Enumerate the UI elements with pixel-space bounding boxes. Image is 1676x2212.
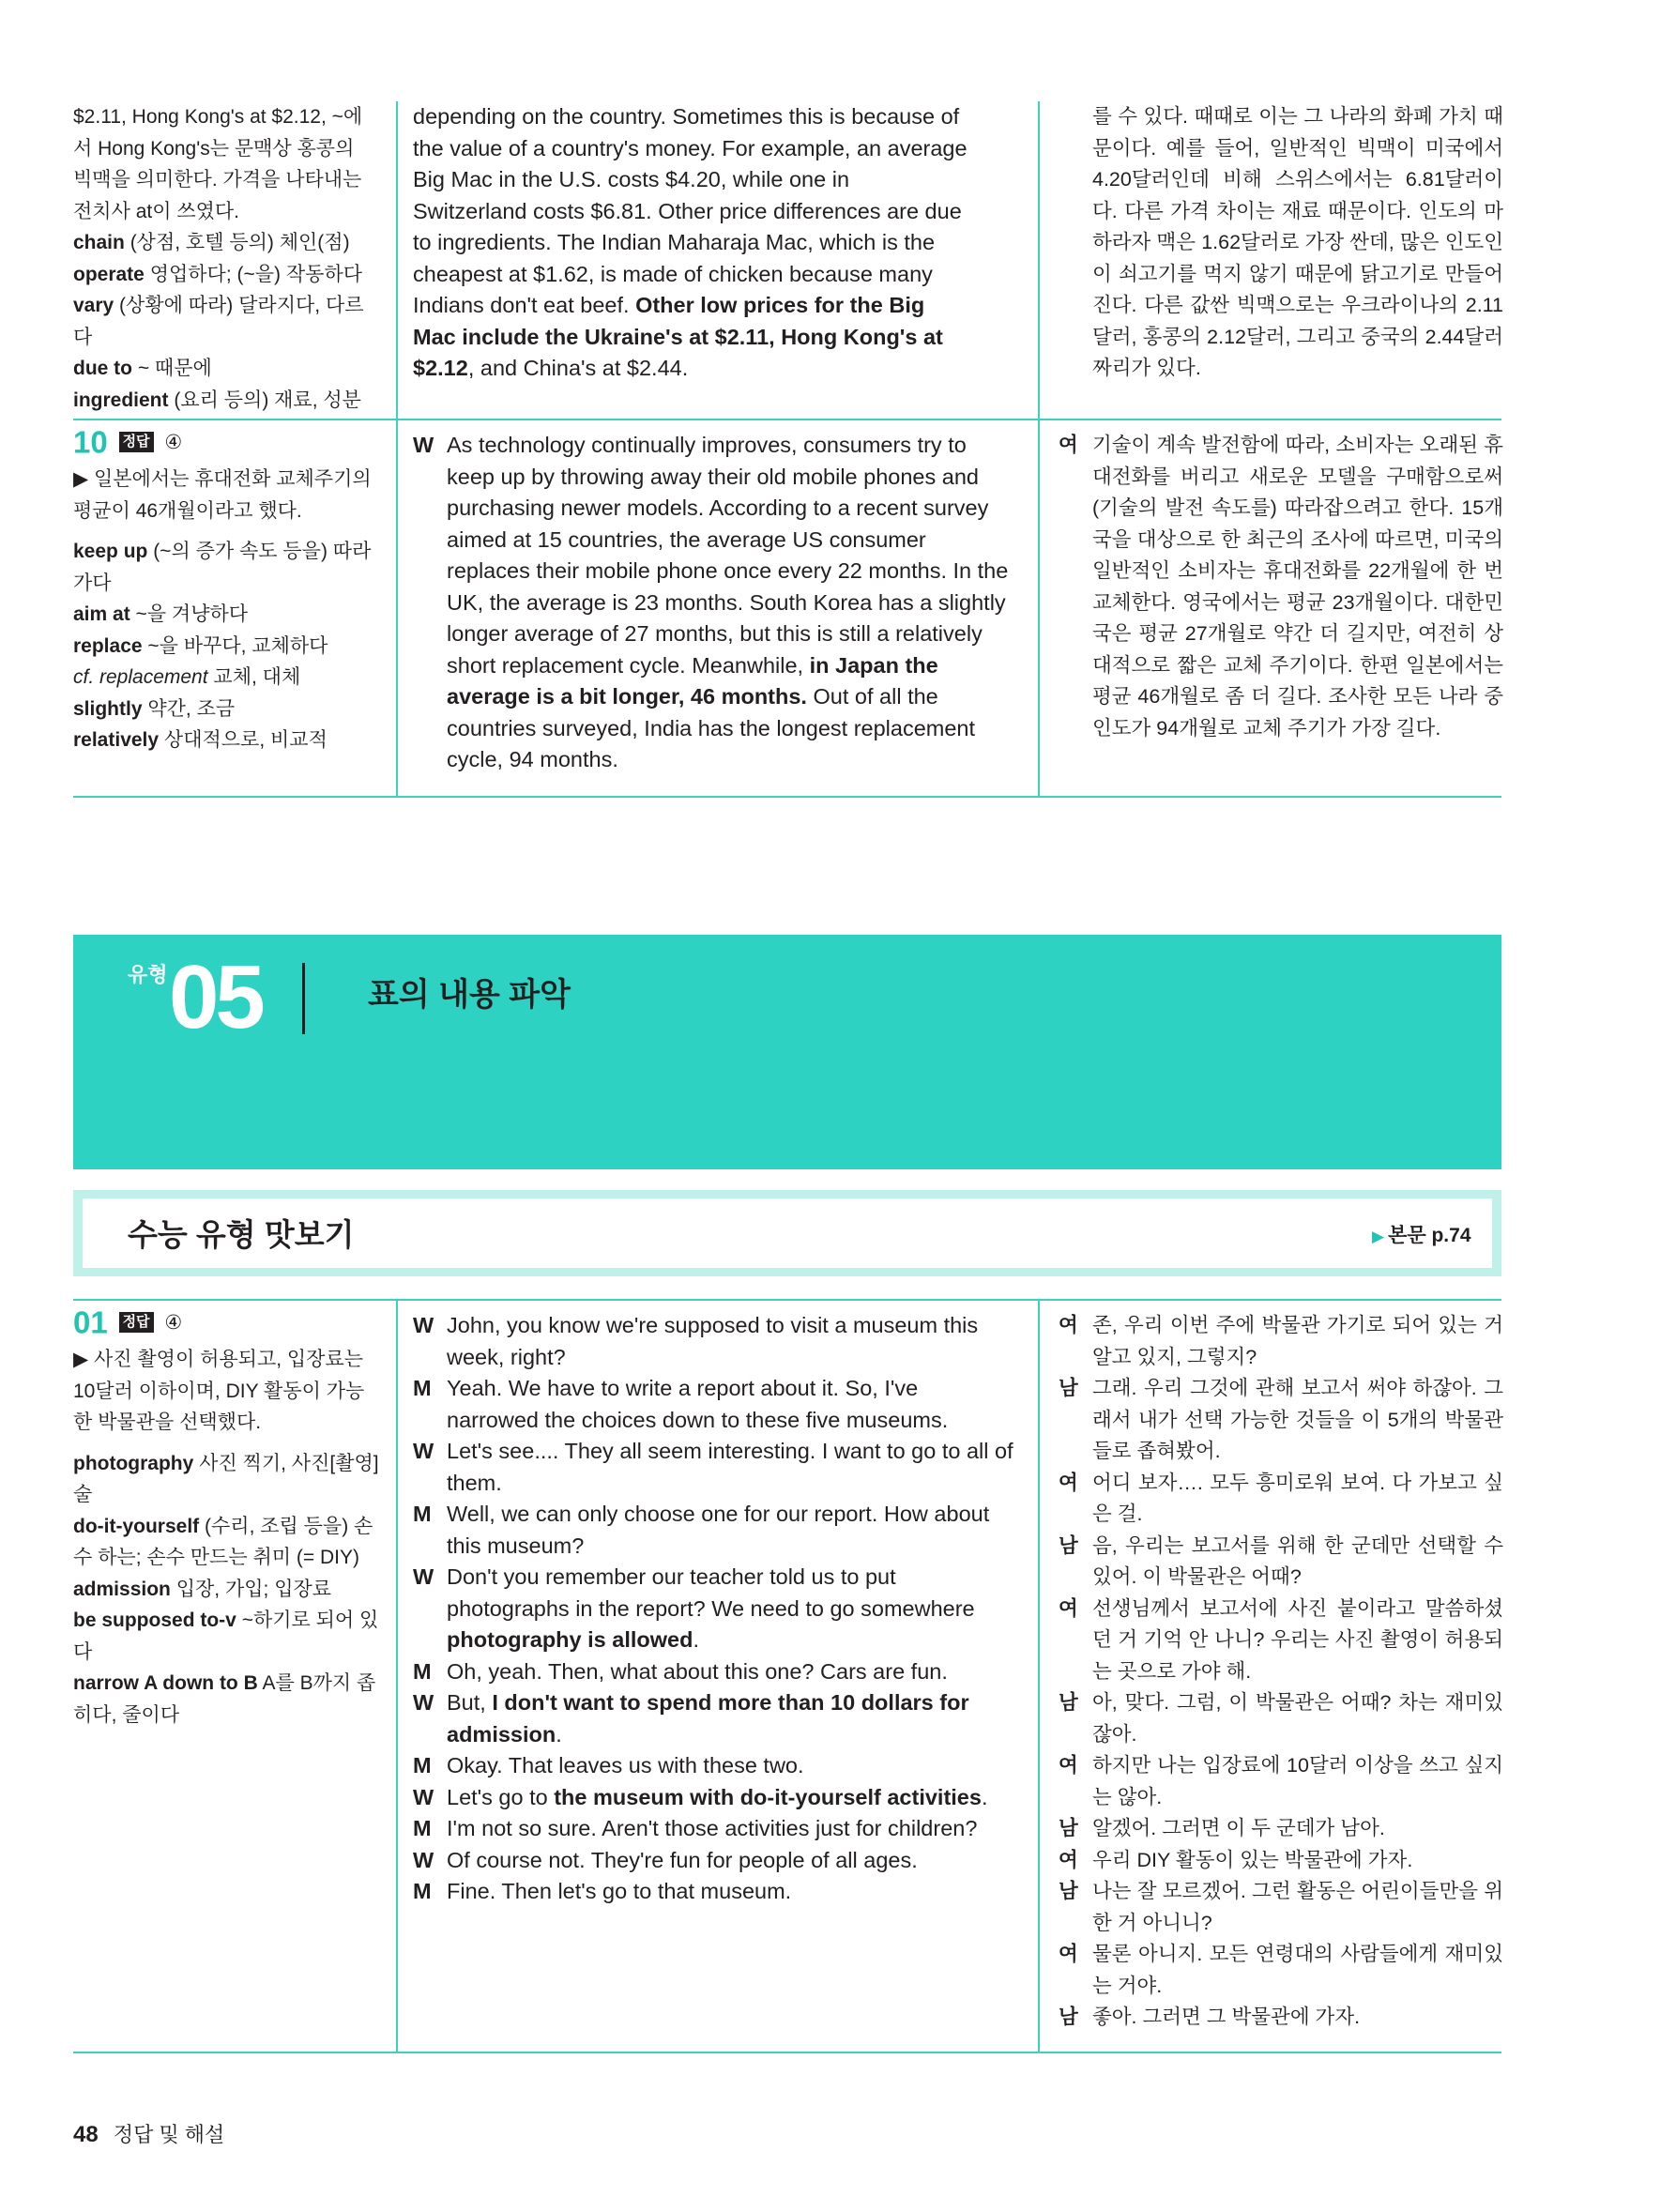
- speaker: W: [413, 1439, 434, 1463]
- vocab-item: keep up (~의 증가 속도 등을) 따라가다: [73, 541, 372, 594]
- q01-notes: [73, 1306, 381, 1731]
- korean-line: 여 존, 우리 이번 주에 박물관 가기로 되어 있는 거 알고 있지, 그렇지?: [1059, 1310, 1503, 1373]
- vocab-item: cf. replacement 교체, 대체: [73, 666, 301, 689]
- korean-line: 남 음, 우리는 보고서를 위해 한 군데만 선택할 수 있어. 이 박물관은 어때?: [1059, 1531, 1503, 1594]
- column-divider: [396, 101, 398, 796]
- speaker: W: [413, 1564, 434, 1589]
- vocab-item: do-it-yourself (수리, 조립 등을) 손수 하는; 손수 만드는 취미 (= DIY): [73, 1515, 373, 1569]
- speaker: W: [413, 1313, 434, 1337]
- answer-value: ④: [164, 431, 183, 453]
- dialogue-line: W Of course not. They're fun for people of all ages.: [413, 1845, 1013, 1877]
- footer-label: 정답 및 해설: [113, 2123, 225, 2146]
- vocab-item: ingredient (요리 등의) 재료, 성분: [73, 389, 361, 411]
- note-line: 빅맥을 의미한다. 가격을 나타내는: [73, 169, 362, 191]
- column-divider: [1038, 1299, 1040, 2052]
- dialogue-line: M Okay. That leaves us with these two.: [413, 1750, 1013, 1782]
- speaker: M: [413, 1879, 432, 1903]
- divider: [73, 796, 1501, 798]
- type-divider: [302, 963, 305, 1034]
- english-line: the value of a country's money. For example, an average: [413, 135, 968, 160]
- dialogue-line: M Yeah. We have to write a report about it. So, I've narrowed the choices down to these five museums.: [413, 1373, 1013, 1436]
- dialogue-line: M Fine. Then let's go to that museum.: [413, 1876, 1013, 1908]
- type-label: 유형: [128, 963, 168, 986]
- type-title: 표의 내용 파악: [368, 977, 571, 1013]
- korean-line: 여 물론 아니지. 모든 연령대의 사람들에게 재미있는 거야.: [1059, 1939, 1503, 2002]
- speaker: 여: [1059, 1471, 1078, 1494]
- dialogue-line: W Don't you remember our teacher told us to put photographs in the report? We need to go somewhere photography is allowed.: [413, 1562, 1013, 1656]
- dialogue-line: W Let's go to the museum with do-it-yourself activities.: [413, 1782, 1013, 1814]
- speaker: W: [413, 1690, 434, 1715]
- speaker: 남: [1059, 1691, 1078, 1714]
- english-line: depending on the country. Sometimes this is because of: [413, 104, 960, 129]
- explanation: ▶ 사진 촬영이 허용되고, 입장료는 10달러 이하이며, DIY 활동이 가능한 박물관을 선택했다.: [73, 1349, 365, 1434]
- english-line: cheapest at $1.62, is made of chicken because many: [413, 261, 933, 286]
- top-korean: [1059, 101, 1503, 385]
- q10-korean: [1059, 430, 1503, 744]
- vocab-item: narrow A down to B A를 B까지 좁히다, 줄이다: [73, 1672, 376, 1726]
- question-number: 01: [73, 1304, 108, 1340]
- vocab-item: operate 영업하다; (~을) 작동하다: [73, 263, 363, 285]
- speaker: 남: [1059, 1377, 1078, 1399]
- type-number: 05: [169, 947, 262, 1047]
- speaker: 여: [1059, 1596, 1078, 1620]
- speaker: 남: [1059, 1880, 1078, 1902]
- speaker: M: [413, 1502, 432, 1526]
- triangle-icon: ▶: [1372, 1228, 1385, 1245]
- korean-line: 여 선생님께서 보고서에 사진 붙이라고 말씀하셨던 거 기억 안 나니? 우리는 사진 촬영이 허용되는 곳으로 가야 해.: [1059, 1594, 1503, 1688]
- english-line: $2.12, and China's at $2.44.: [413, 356, 689, 380]
- question-number: 10: [73, 424, 108, 460]
- explanation: ▶ 일본에서는 휴대전화 교체주기의 평균이 46개월이라고 했다.: [73, 468, 372, 522]
- vocab-item: due to ~ 때문에: [73, 358, 212, 379]
- speaker: 남: [1059, 1817, 1078, 1839]
- q01-korean: [1059, 1310, 1503, 2034]
- english-line: to ingredients. The Indian Maharaja Mac, which is the: [413, 230, 936, 254]
- speaker: 남: [1059, 2006, 1078, 2028]
- page-number: 48: [73, 2122, 99, 2147]
- korean-line: 여 하지만 나는 입장료에 10달러 이상을 쓰고 싶지는 않아.: [1059, 1750, 1503, 1813]
- answer-badge: 정답: [119, 1312, 154, 1333]
- divider: [73, 419, 1501, 420]
- korean-line: 남 그래. 우리 그것에 관해 보고서 써야 하잖아. 그래서 내가 선택 가능한 것들을 이 5개의 박물관들로 좁혀봤어.: [1059, 1373, 1503, 1468]
- type-banner: [73, 935, 1501, 1169]
- speaker: W: [413, 433, 434, 457]
- dialogue-line: M I'm not so sure. Aren't those activities just for children?: [413, 1813, 1013, 1845]
- q10-notes: [73, 426, 381, 756]
- korean-line: 여 어디 보자…. 모두 흥미로워 보여. 다 가보고 싶은 걸.: [1059, 1468, 1503, 1531]
- speaker: M: [413, 1376, 432, 1400]
- note-line: 서 Hong Kong's는 문맥상 홍콩의: [73, 137, 355, 160]
- speaker: 여: [1059, 434, 1078, 456]
- note-line: 전치사 at이 쓰였다.: [73, 200, 240, 222]
- answer-badge: 정답: [119, 432, 154, 452]
- korean-line: 여 기술이 계속 발전함에 따라, 소비자는 오래된 휴대전화를 버리고 새로운 모델을 구매함으로써 (기술의 발전 속도를) 따라잡으려고 한다. 15개국을 대상으로 한 최근의 조사에 따르면, 미국의 일반적인 소비자는 휴대전화를 22개월에 한 번 교체한다. 영국에서는 평균 23개월이다. 대한민국은 평균 27개월로 약간 더 길지만, 여전히 상대적으로 짧은 교체 주기이다. 한편 일본에서는 평균 46개월로 좀 더 길다. 조사한 모든 나라 중 인도가 94개월로 교체 주기가 가장 길다.: [1059, 430, 1503, 744]
- dialogue-line: W But, I don't want to spend more than 10 dollars for admission.: [413, 1687, 1013, 1750]
- page-reference: ▶ 본문 p.74: [1372, 1225, 1471, 1246]
- korean-line: 남 나는 잘 모르겠어. 그런 활동은 어린이들만을 위한 거 아니니?: [1059, 1876, 1503, 1939]
- vocab-item: be supposed to-v ~하기로 되어 있다: [73, 1609, 379, 1663]
- answer-line: [73, 1306, 381, 1338]
- vocab-item: chain (상점, 호텔 등의) 체인(점): [73, 232, 350, 253]
- vocab-item: relatively 상대적으로, 비교적: [73, 729, 328, 752]
- korean-translation: 를 수 있다. 때때로 이는 그 나라의 화폐 가치 때문이다. 예를 들어, 일반적인 빅맥이 미국에서 4.20달러인데 비해 스위스에서는 6.81달러이다. 다른 가격 차이는 재료 때문이다. 인도의 마하라자 맥은 1.62달러로 가장 싼데, 많은 인도인이 쇠고기를 먹지 않기 때문에 닭고기로 만들어진다. 다른 값싼 빅맥으로는 우크라이나의 2.11달러, 홍콩의 2.12달러, 그리고 중국의 2.44달러짜리가 있다.: [1092, 105, 1503, 379]
- top-notes: [73, 101, 381, 416]
- dialogue-line: W John, you know we're supposed to visit a museum this week, right?: [413, 1310, 1013, 1373]
- vocab-item: slightly 약간, 조금: [73, 697, 236, 720]
- speaker: W: [413, 1847, 434, 1872]
- divider: [73, 2052, 1501, 2053]
- q01-english: [413, 1310, 1013, 1908]
- speaker: M: [413, 1816, 432, 1840]
- speaker: 여: [1059, 1754, 1078, 1777]
- speaker: 여: [1059, 1848, 1078, 1871]
- korean-line: 남 아, 맞다. 그럼, 이 박물관은 어때? 차는 재미있잖아.: [1059, 1687, 1503, 1750]
- divider: [73, 1299, 1501, 1301]
- speaker: M: [413, 1658, 432, 1684]
- vocab-item: replace ~을 바꾸다, 교체하다: [73, 634, 328, 657]
- english-line: Mac include the Ukraine's at $2.11, Hong Kong's at: [413, 324, 943, 349]
- speaker: 여: [1059, 1314, 1078, 1336]
- vocab-item: vary (상황에 따라) 달라지다, 다르다: [73, 295, 364, 348]
- vocab-item: aim at ~을 겨냥하다: [73, 603, 249, 626]
- page-footer: [73, 2119, 224, 2148]
- column-divider: [1038, 101, 1040, 796]
- dialogue-line: M Oh, yeah. Then, what about this one? Cars are fun.: [413, 1656, 1013, 1688]
- english-line: Big Mac in the U.S. costs $4.20, while one in: [413, 167, 850, 191]
- note-line: $2.11, Hong Kong's at $2.12, ~에: [73, 106, 363, 128]
- english-line: Indians don't eat beef. Other low prices for the Big: [413, 293, 925, 317]
- answer-line: [73, 426, 381, 458]
- speaker: W: [413, 1784, 434, 1809]
- vocab-item: admission 입장, 가입; 입장료: [73, 1578, 332, 1600]
- answer-value: ④: [164, 1311, 183, 1334]
- sample-title: 수능 유형 맛보기: [128, 1217, 355, 1252]
- speaker: M: [413, 1753, 432, 1777]
- q10-english: [413, 430, 1013, 776]
- english-line: Switzerland costs $6.81. Other price differences are due: [413, 198, 962, 223]
- korean-line: 남 좋아. 그러면 그 박물관에 가자.: [1059, 2002, 1503, 2034]
- dialogue-line: M Well, we can only choose one for our report. How about this museum?: [413, 1499, 1013, 1562]
- dialogue-line: W Let's see.... They all seem interesting. I want to go to all of them.: [413, 1436, 1013, 1499]
- speaker: 남: [1059, 1533, 1078, 1557]
- vocab-item: photography 사진 찍기, 사진[촬영]술: [73, 1452, 379, 1506]
- korean-line: 여 우리 DIY 활동이 있는 박물관에 가자.: [1059, 1845, 1503, 1877]
- korean-line: 남 알겠어. 그러면 이 두 군데가 남아.: [1059, 1813, 1503, 1845]
- column-divider: [396, 1299, 398, 2052]
- dialogue-line: W As technology continually improves, consumers try to keep up by throwing away their old mobile phones and purchasing newer models. According to a recent survey aimed at 15 countries, the average US consumer replaces their mobile phone once every 22 months. In the UK, the average is 23 months. South Korea has a slightly longer average of 27 months, but this is still a relatively short replacement cycle. Meanwhile, in Japan the average is a bit longer, 46 months. Out of all the countries surveyed, India has the longest replacement cycle, 94 months.: [413, 430, 1013, 776]
- speaker: 여: [1059, 1943, 1078, 1965]
- top-english: [413, 101, 1023, 385]
